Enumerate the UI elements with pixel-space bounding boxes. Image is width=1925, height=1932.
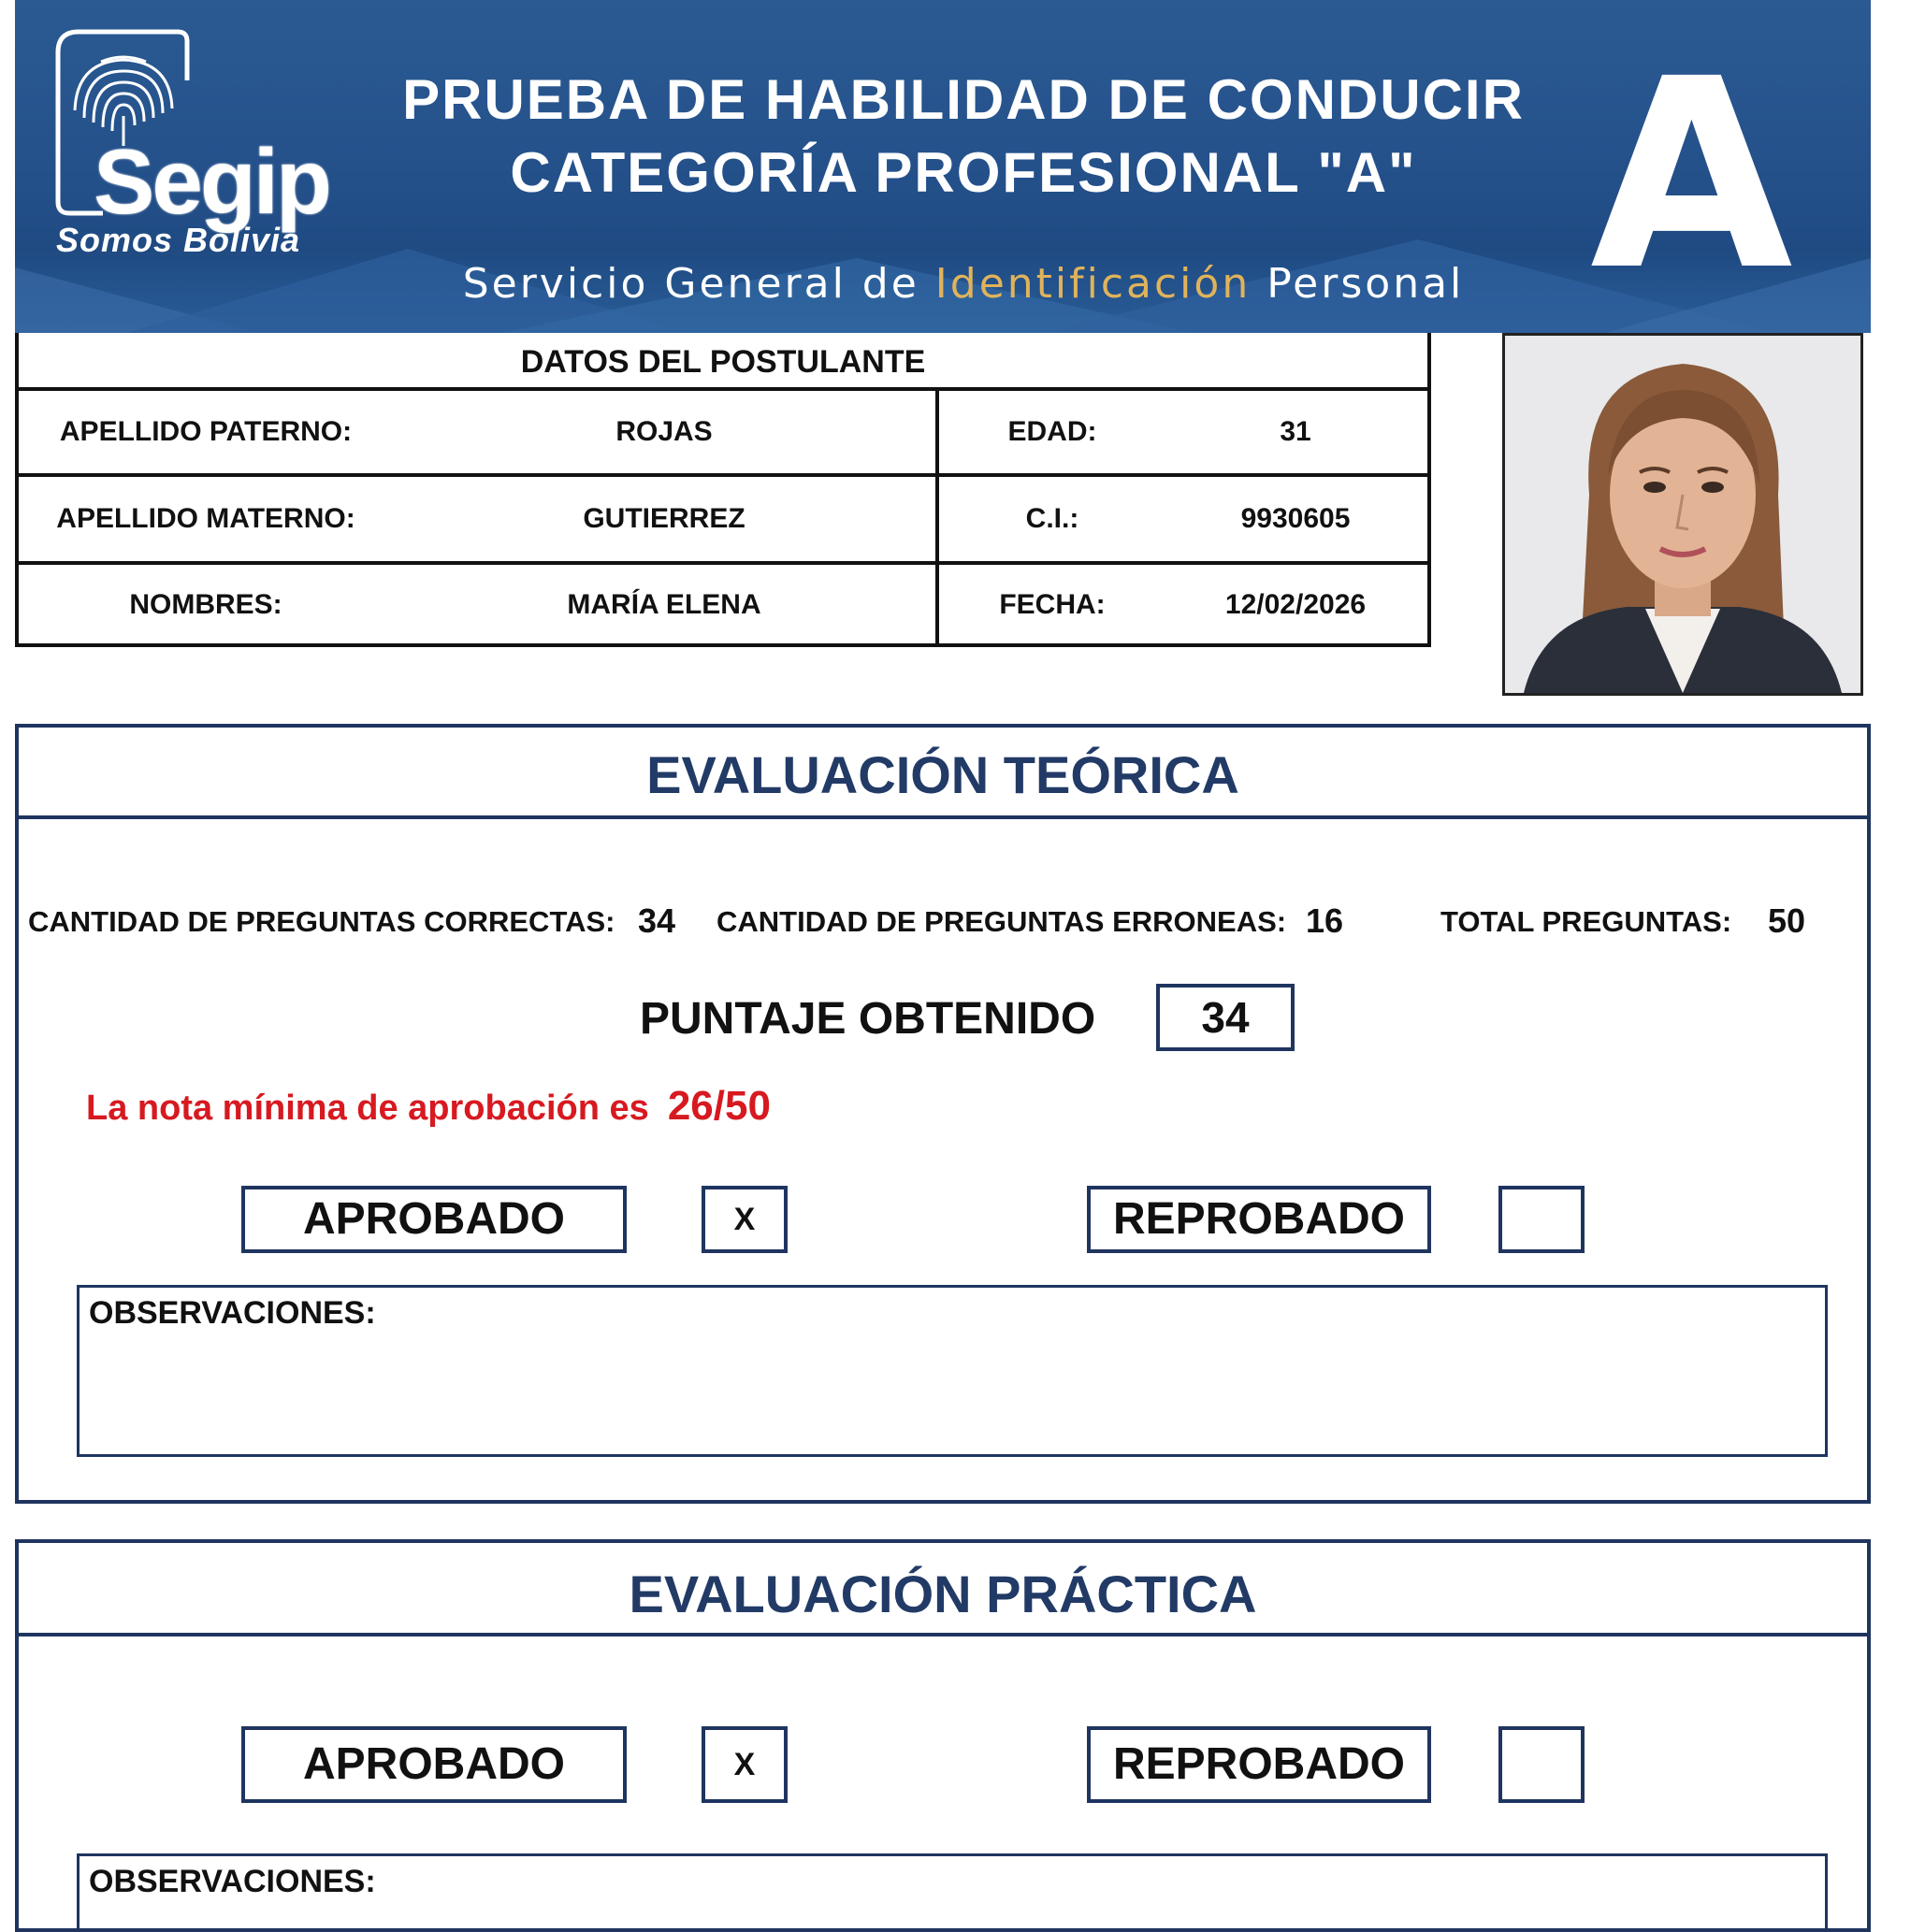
value-fecha: 12/02/2026 <box>1224 589 1367 620</box>
theory-approved-checkbox[interactable]: X <box>702 1186 788 1253</box>
practice-observations-box[interactable] <box>77 1853 1828 1928</box>
value-nombres: MARÍA ELENA <box>567 589 761 620</box>
score-label: PUNTAJE OBTENIDO <box>640 994 1096 1044</box>
minimum-score-note <box>86 1083 771 1130</box>
total-label: TOTAL PREGUNTAS: <box>1440 905 1732 938</box>
table-column-divider <box>935 391 939 647</box>
document-title-line2: CATEGORÍA PROFESIONAL "A" <box>510 141 1417 204</box>
value-apellido-paterno: ROJAS <box>615 416 713 447</box>
value-apellido-materno: GUTIERREZ <box>583 503 745 534</box>
score-box: 34 <box>1156 984 1295 1051</box>
agency-subtitle <box>355 260 1571 308</box>
value-edad: 31 <box>1280 416 1311 447</box>
practice-failed-label: REPROBADO <box>1087 1726 1431 1803</box>
minimum-score-value: 26/50 <box>667 1083 771 1129</box>
subtitle-part2: Personal <box>1266 260 1465 308</box>
theory-observations-label: OBSERVACIONES: <box>89 1295 376 1331</box>
practice-approved-checkbox[interactable]: X <box>702 1726 788 1803</box>
total-value: 50 <box>1768 901 1806 940</box>
label-fecha: FECHA: <box>999 589 1106 620</box>
theory-observations-box[interactable] <box>77 1285 1828 1457</box>
table-row-divider <box>15 561 1431 565</box>
label-apellido-materno: APELLIDO MATERNO: <box>56 503 355 534</box>
segip-logo-text: Segip <box>94 130 329 233</box>
portrait-illustration <box>1505 336 1860 693</box>
correct-value: 34 <box>638 901 676 940</box>
practice-failed-checkbox[interactable] <box>1498 1726 1585 1803</box>
theory-failed-checkbox[interactable] <box>1498 1186 1585 1253</box>
value-ci: 9930605 <box>1240 503 1351 534</box>
practice-title: EVALUACIÓN PRÁCTICA <box>629 1564 1257 1623</box>
correct-label: CANTIDAD DE PREGUNTAS CORRECTAS: <box>28 905 615 938</box>
label-nombres: NOMBRES: <box>129 589 282 620</box>
applicant-photo <box>1502 333 1863 696</box>
logo-tagline: Somos Bolivia <box>56 221 301 259</box>
section-divider <box>15 1633 1871 1636</box>
subtitle-part1: Servicio General de <box>462 260 919 308</box>
wrong-value: 16 <box>1306 901 1344 940</box>
document-title-line1: PRUEBA DE HABILIDAD DE CONDUCIR <box>402 68 1525 131</box>
theory-approved-label: APROBADO <box>241 1186 627 1253</box>
label-ci: C.I.: <box>1025 503 1079 534</box>
label-apellido-paterno: APELLIDO PATERNO: <box>59 416 353 447</box>
theory-title: EVALUACIÓN TEÓRICA <box>646 745 1239 804</box>
applicant-table-title: DATOS DEL POSTULANTE <box>15 333 1431 391</box>
section-divider <box>15 815 1871 819</box>
category-letter: A <box>1590 23 1793 328</box>
wrong-label: CANTIDAD DE PREGUNTAS ERRONEAS: <box>716 905 1287 938</box>
practice-observations-label: OBSERVACIONES: <box>89 1864 376 1899</box>
label-edad: EDAD: <box>1007 416 1097 447</box>
minimum-score-text: La nota mínima de aprobación es <box>86 1089 649 1128</box>
table-row-divider <box>15 473 1431 477</box>
theory-failed-label: REPROBADO <box>1087 1186 1431 1253</box>
subtitle-highlight: Identificación <box>934 260 1252 308</box>
practice-approved-label: APROBADO <box>241 1726 627 1803</box>
